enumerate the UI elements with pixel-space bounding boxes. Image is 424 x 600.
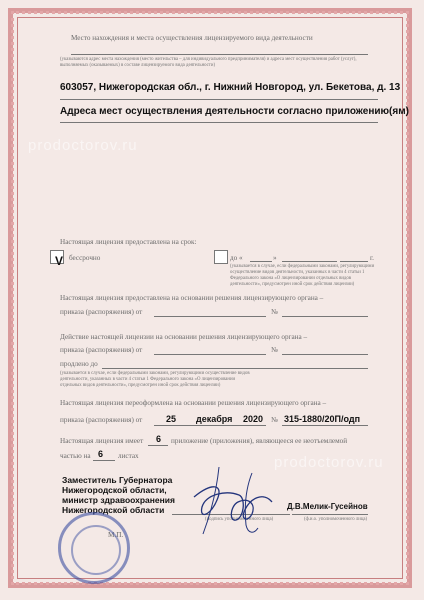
signatory-position-line: Заместитель Губернатора bbox=[62, 475, 173, 485]
signatory-name: Д.В.Мелик-Гусейнов bbox=[287, 502, 368, 511]
appendix-text: приложение (приложения), являющееся ее неотъемлемой bbox=[171, 437, 348, 445]
reissue-order: приказа (распоряжения) от bbox=[60, 416, 143, 424]
reissue-number-rule bbox=[282, 425, 368, 426]
validity-note: отдельных видов деятельности», предусмотрен иной срок действия лицензии) bbox=[60, 383, 221, 388]
basis-label: Настоящая лицензия предоставлена на основании решения лицензирующего органа – bbox=[60, 294, 324, 302]
signatory-position-line: Нижегородской области bbox=[62, 505, 165, 515]
extended-rule bbox=[102, 368, 368, 369]
indefinite-text: бессрочно bbox=[69, 254, 101, 262]
until-month-rule bbox=[282, 261, 337, 262]
appendix-sheets-rule bbox=[93, 460, 115, 461]
reissue-label: Настоящая лицензия переоформлена на основании решения лицензирующего органа – bbox=[60, 399, 327, 407]
name-note: (ф.и.о. уполномоченного лица) bbox=[304, 517, 368, 522]
basis-date-rule bbox=[154, 316, 266, 317]
validity-order: приказа (распоряжения) от bbox=[60, 346, 143, 354]
header-note: выполняемых (оказываемых) в составе лицензируемого вида деятельности) bbox=[60, 63, 216, 68]
header-note: (указываются адрес места нахождения (место жительства – для индивидуального предпринимателя) и адреса мест осуществления работ (услуг), bbox=[60, 57, 357, 62]
reissue-date-rule bbox=[154, 425, 266, 426]
places-text: Адреса мест осуществления деятельности согласно приложению(ям) bbox=[60, 106, 409, 117]
sheets-label: листах bbox=[118, 452, 139, 460]
term-note: (указывается в случае, если федеральными законами, регулирующими bbox=[230, 264, 375, 269]
validity-date-rule bbox=[154, 354, 266, 355]
signatory-position bbox=[62, 475, 175, 515]
until-checkbox bbox=[214, 250, 228, 264]
header-line-rule bbox=[71, 54, 368, 55]
handwritten-signature bbox=[174, 462, 284, 542]
appendix-part: частью на bbox=[60, 452, 91, 460]
validity-label: Действие настоящей лицензии на основании решения лицензирующего органа – bbox=[60, 333, 308, 341]
name-rule bbox=[292, 514, 368, 515]
places-rule bbox=[60, 122, 378, 123]
checkmark: V bbox=[55, 254, 64, 268]
term-note: Федерального закона «О лицензировании отдельных видов bbox=[230, 276, 352, 281]
watermark: prodoctorov.ru bbox=[28, 137, 138, 154]
term-note: деятельности», предусмотрен иной срок действия лицензии) bbox=[230, 282, 355, 287]
reissue-number-sign: № bbox=[271, 416, 278, 424]
validity-number-sign: № bbox=[271, 346, 278, 354]
address: 603057, Нижегородская обл., г. Нижний Новгород, ул. Бекетова, д. 13 bbox=[60, 82, 401, 93]
appendix-count-rule bbox=[148, 445, 168, 446]
reissue-number: 315-1880/20П/одп bbox=[284, 414, 361, 424]
basis-number-rule bbox=[282, 316, 368, 317]
reissue-day: 25 bbox=[166, 414, 177, 424]
appendix-has: Настоящая лицензия имеет bbox=[60, 437, 144, 445]
validity-note: (указывается в случае, если федеральными законами, регулирующими осуществление видов bbox=[60, 371, 250, 376]
watermark: prodoctorov.ru bbox=[274, 454, 384, 471]
signatory-position-line: министр здравоохранения bbox=[62, 495, 175, 505]
term-label: Настоящая лицензия предоставлена на срок: bbox=[60, 238, 197, 246]
header-line: Место нахождения и места осуществления лицензируемого вида деятельности bbox=[71, 34, 313, 42]
until-day-rule bbox=[250, 261, 272, 262]
sheets-count: 6 bbox=[98, 449, 104, 459]
reissue-month: декабря bbox=[196, 414, 233, 424]
extended-label: продлено до bbox=[60, 360, 98, 368]
reissue-year: 2020 bbox=[243, 414, 264, 424]
signature-note: (подпись уполномоченного лица) bbox=[205, 517, 274, 522]
basis-order: приказа (распоряжения) от bbox=[60, 308, 143, 316]
basis-number-sign: № bbox=[271, 308, 278, 316]
quote: » bbox=[273, 254, 277, 262]
until-year-rule bbox=[340, 261, 368, 262]
signatory-position-line: Нижегородской области, bbox=[62, 485, 167, 495]
official-seal bbox=[58, 512, 130, 584]
until-label: до « bbox=[230, 254, 243, 262]
validity-number-rule bbox=[282, 354, 368, 355]
mp-label: М.П. bbox=[108, 531, 124, 539]
appendix-count: 6 bbox=[156, 434, 162, 444]
address-rule bbox=[60, 99, 378, 100]
term-note: осуществление видов деятельности, указанных в части 4 статьи 1 bbox=[230, 270, 365, 275]
validity-note: деятельности, указанных в части 4 статьи 1 Федерального закона «О лицензировании bbox=[60, 377, 236, 382]
year-suffix: г. bbox=[370, 254, 374, 262]
